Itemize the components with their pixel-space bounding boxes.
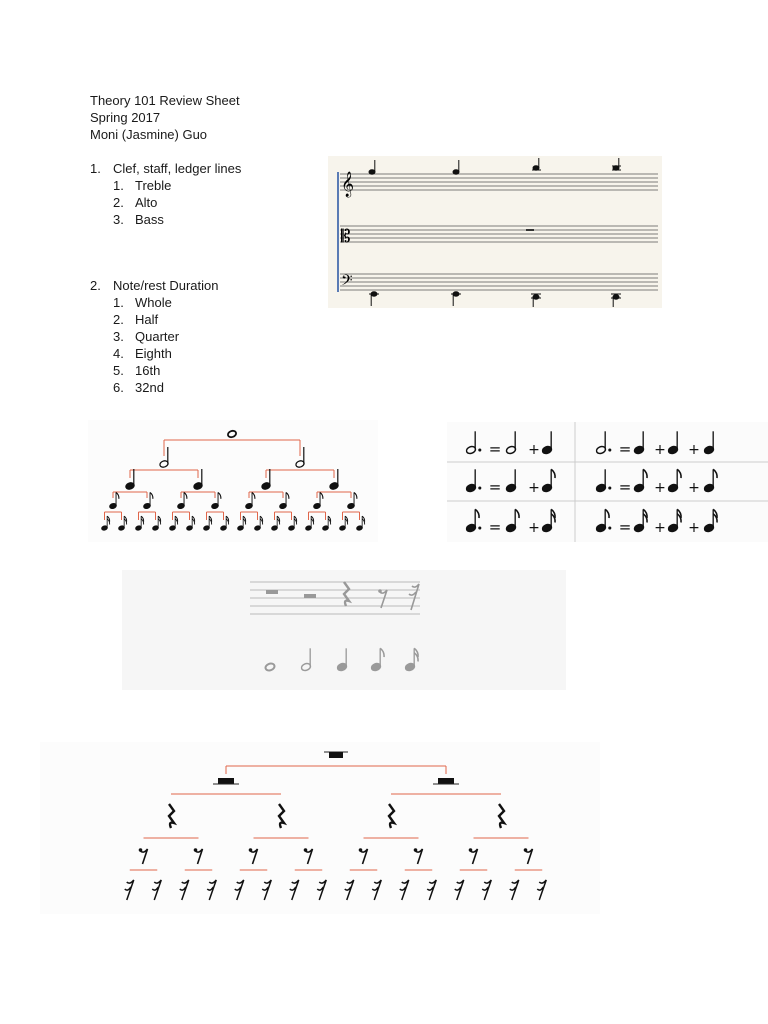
plus-sign: + [528,520,540,536]
eighth-note-icon [596,509,612,532]
list-label: Quarter [135,329,180,344]
plus-sign: + [528,480,540,496]
eighth-note-icon [177,492,187,509]
eighth-rest-icon [526,849,533,864]
half-note-icon [301,648,312,671]
sixteenth-rest-icon [537,880,546,900]
sixteenth-note-icon [542,509,556,532]
eighth-rest-icon [251,849,258,864]
sixteenth-rest-icon [317,880,326,900]
equals-sign: = [488,478,502,496]
sixteenth-rest-icon [455,880,464,900]
sixteenth-note-icon [322,516,331,531]
list-label: Treble [135,178,172,193]
quarter-rest-icon [169,804,174,828]
list-item [113,311,219,328]
list-label: Half [135,312,159,327]
eighth-note-icon [211,492,221,509]
sixteenth-note-icon [271,516,280,531]
eighth-note-icon [245,492,255,509]
sixteenth-rest-icon [180,880,189,900]
sixteenth-rest-icon [235,880,244,900]
sixteenth-rest-icon [400,880,409,900]
half-note-icon [466,431,482,454]
eighth-note-icon [313,492,323,509]
alto-staff [340,226,658,242]
rest-note-svg [122,570,566,690]
sheet-title: Theory 101 Review Sheet [90,93,240,108]
list-number: 2. [113,195,124,210]
list-number: 6. [113,380,124,395]
sixteenth-note-icon [152,516,161,531]
list-number: 1. [113,178,124,193]
sixteenth-note-icon [220,516,229,531]
rest-staff [250,582,420,614]
half-note-icon [506,431,517,454]
eighth-rest-icon [471,849,478,864]
half-rest-icon [218,778,234,784]
list-label: 32nd [135,380,164,395]
list-item [113,362,219,379]
plus-sign: + [654,442,666,458]
treble-staff [340,174,658,190]
eighth-note-icon [347,492,357,509]
eighth-note-icon [143,492,153,509]
treble-clef-icon: 𝄞 [341,172,355,197]
list-label: 16th [135,363,161,378]
sheet-term: Spring 2017 [90,110,161,125]
sixteenth-rest-icon [427,880,436,900]
note-tree-svg [88,420,378,542]
list-item [113,379,219,396]
sixteenth-note-icon [101,516,110,531]
eighth-note-icon [506,509,520,532]
eighth-rest-dot [378,589,382,593]
eighth-rest-icon [361,849,368,864]
sixteenth-note-icon [704,509,718,532]
list-number: 5. [113,363,124,378]
list-item [113,177,241,194]
section-title: Clef, staff, ledger lines [113,161,242,176]
half-rest-icon [438,778,454,784]
half-note-icon [596,431,612,454]
quarter-note-icon [542,431,553,454]
alto-clef-icon: 𝄡 [341,227,351,247]
eighth-note-icon [466,509,482,532]
dotted-notes-figure [447,422,768,542]
plus-sign: + [688,520,700,536]
alto-rest [526,229,534,231]
sixteenth-note-icon [668,509,682,532]
eighth-note-icon [109,492,119,509]
list-number: 3. [113,212,124,227]
eighth-note-icon [279,492,289,509]
sixteenth-rest-icon [290,880,299,900]
plus-sign: + [654,520,666,536]
equals-sign: = [618,440,632,458]
list-label: Alto [135,195,158,210]
sixteenth-rest-icon [125,880,134,900]
list-item [113,345,219,362]
sixteenth-rest-icon [207,880,216,900]
quarter-rest-icon [389,804,394,828]
equals-sign: = [618,518,632,536]
sixteenth-rest-icon [510,880,519,900]
list-number: 4. [113,346,124,361]
note-tree-figure [88,420,378,542]
sixteenth-note-icon [135,516,144,531]
section-title: Note/rest Duration [113,278,219,293]
sixteenth-note-icon [203,516,212,531]
equals-sign: = [488,518,502,536]
section-clef-staff [90,160,241,228]
sheet-header [90,92,240,143]
sixteenth-note-icon [169,516,178,531]
sixteenth-note-icon [186,516,195,531]
rest-tree-svg [40,742,600,914]
section-number: 2. [90,278,101,293]
eighth-note-icon [668,469,682,492]
bass-notes [369,292,621,307]
whole-note-icon [227,430,237,439]
plus-sign: + [688,480,700,496]
section-number: 1. [90,161,101,176]
sixteenth-rest-icon [345,880,354,900]
sixteenth-note-icon [356,516,365,531]
eighth-note-icon [704,469,718,492]
dotted-notes-svg [447,422,768,542]
list-item [113,194,241,211]
sixteenth-note-icon [339,516,348,531]
whole-rest-icon [329,752,343,758]
list-number: 3. [113,329,124,344]
plus-sign: + [528,442,540,458]
bass-clef-icon: 𝄢 [341,272,353,293]
quarter-rest-icon [344,582,349,606]
eighth-rest-icon [196,849,203,864]
equals-sign: = [618,478,632,496]
plus-sign: + [654,480,666,496]
duration-list [90,294,219,396]
list-number: 2. [113,312,124,327]
quarter-note-icon [704,431,715,454]
sixteenth-rest-icon [152,880,161,900]
quarter-rest-icon [279,804,284,828]
list-item [113,211,241,228]
sixteenth-note-icon [118,516,127,531]
sixteenth-note-icon [288,516,297,531]
sixteenth-rest-icon [482,880,491,900]
clef-list [90,177,241,228]
sixteenth-rest-icon [262,880,271,900]
sixteenth-note-icon [405,648,419,671]
eighth-rest-icon [380,590,387,608]
section-duration [90,277,219,396]
eighth-note-icon [634,469,648,492]
eighth-rest-icon [141,849,148,864]
list-item [113,294,219,311]
clef-staff-figure [328,156,662,308]
list-label: Bass [135,212,164,227]
quarter-note-icon [668,431,679,454]
bass-staff [340,274,658,290]
quarter-note-icon [634,431,645,454]
quarter-rest-icon [499,804,504,828]
sixteenth-note-icon [254,516,263,531]
sheet-author: Moni (Jasmine) Guo [90,127,208,142]
plus-sign: + [688,442,700,458]
list-label: Eighth [135,346,172,361]
rest-tree-figure [40,742,600,914]
quarter-note-icon [596,469,612,492]
clef-staff-svg [328,156,662,308]
eighth-rest-icon [306,849,313,864]
quarter-note-icon [466,469,482,492]
sixteenth-note-icon [305,516,314,531]
rest-note-figure [122,570,566,690]
list-number: 1. [113,295,124,310]
list-item [113,328,219,345]
sixteenth-note-icon [634,509,648,532]
half-rest-icon [304,594,316,598]
quarter-note-icon [337,648,348,671]
equals-sign: = [488,440,502,458]
list-label: Whole [135,295,172,310]
treble-notes [369,158,621,174]
eighth-rest-icon [416,849,423,864]
sixteenth-rest-icon [372,880,381,900]
sixteenth-note-icon [237,516,246,531]
whole-note-icon [265,662,276,671]
whole-rest-icon [266,590,278,594]
quarter-note-icon [506,469,517,492]
eighth-note-icon [371,648,385,671]
eighth-note-icon [542,469,556,492]
